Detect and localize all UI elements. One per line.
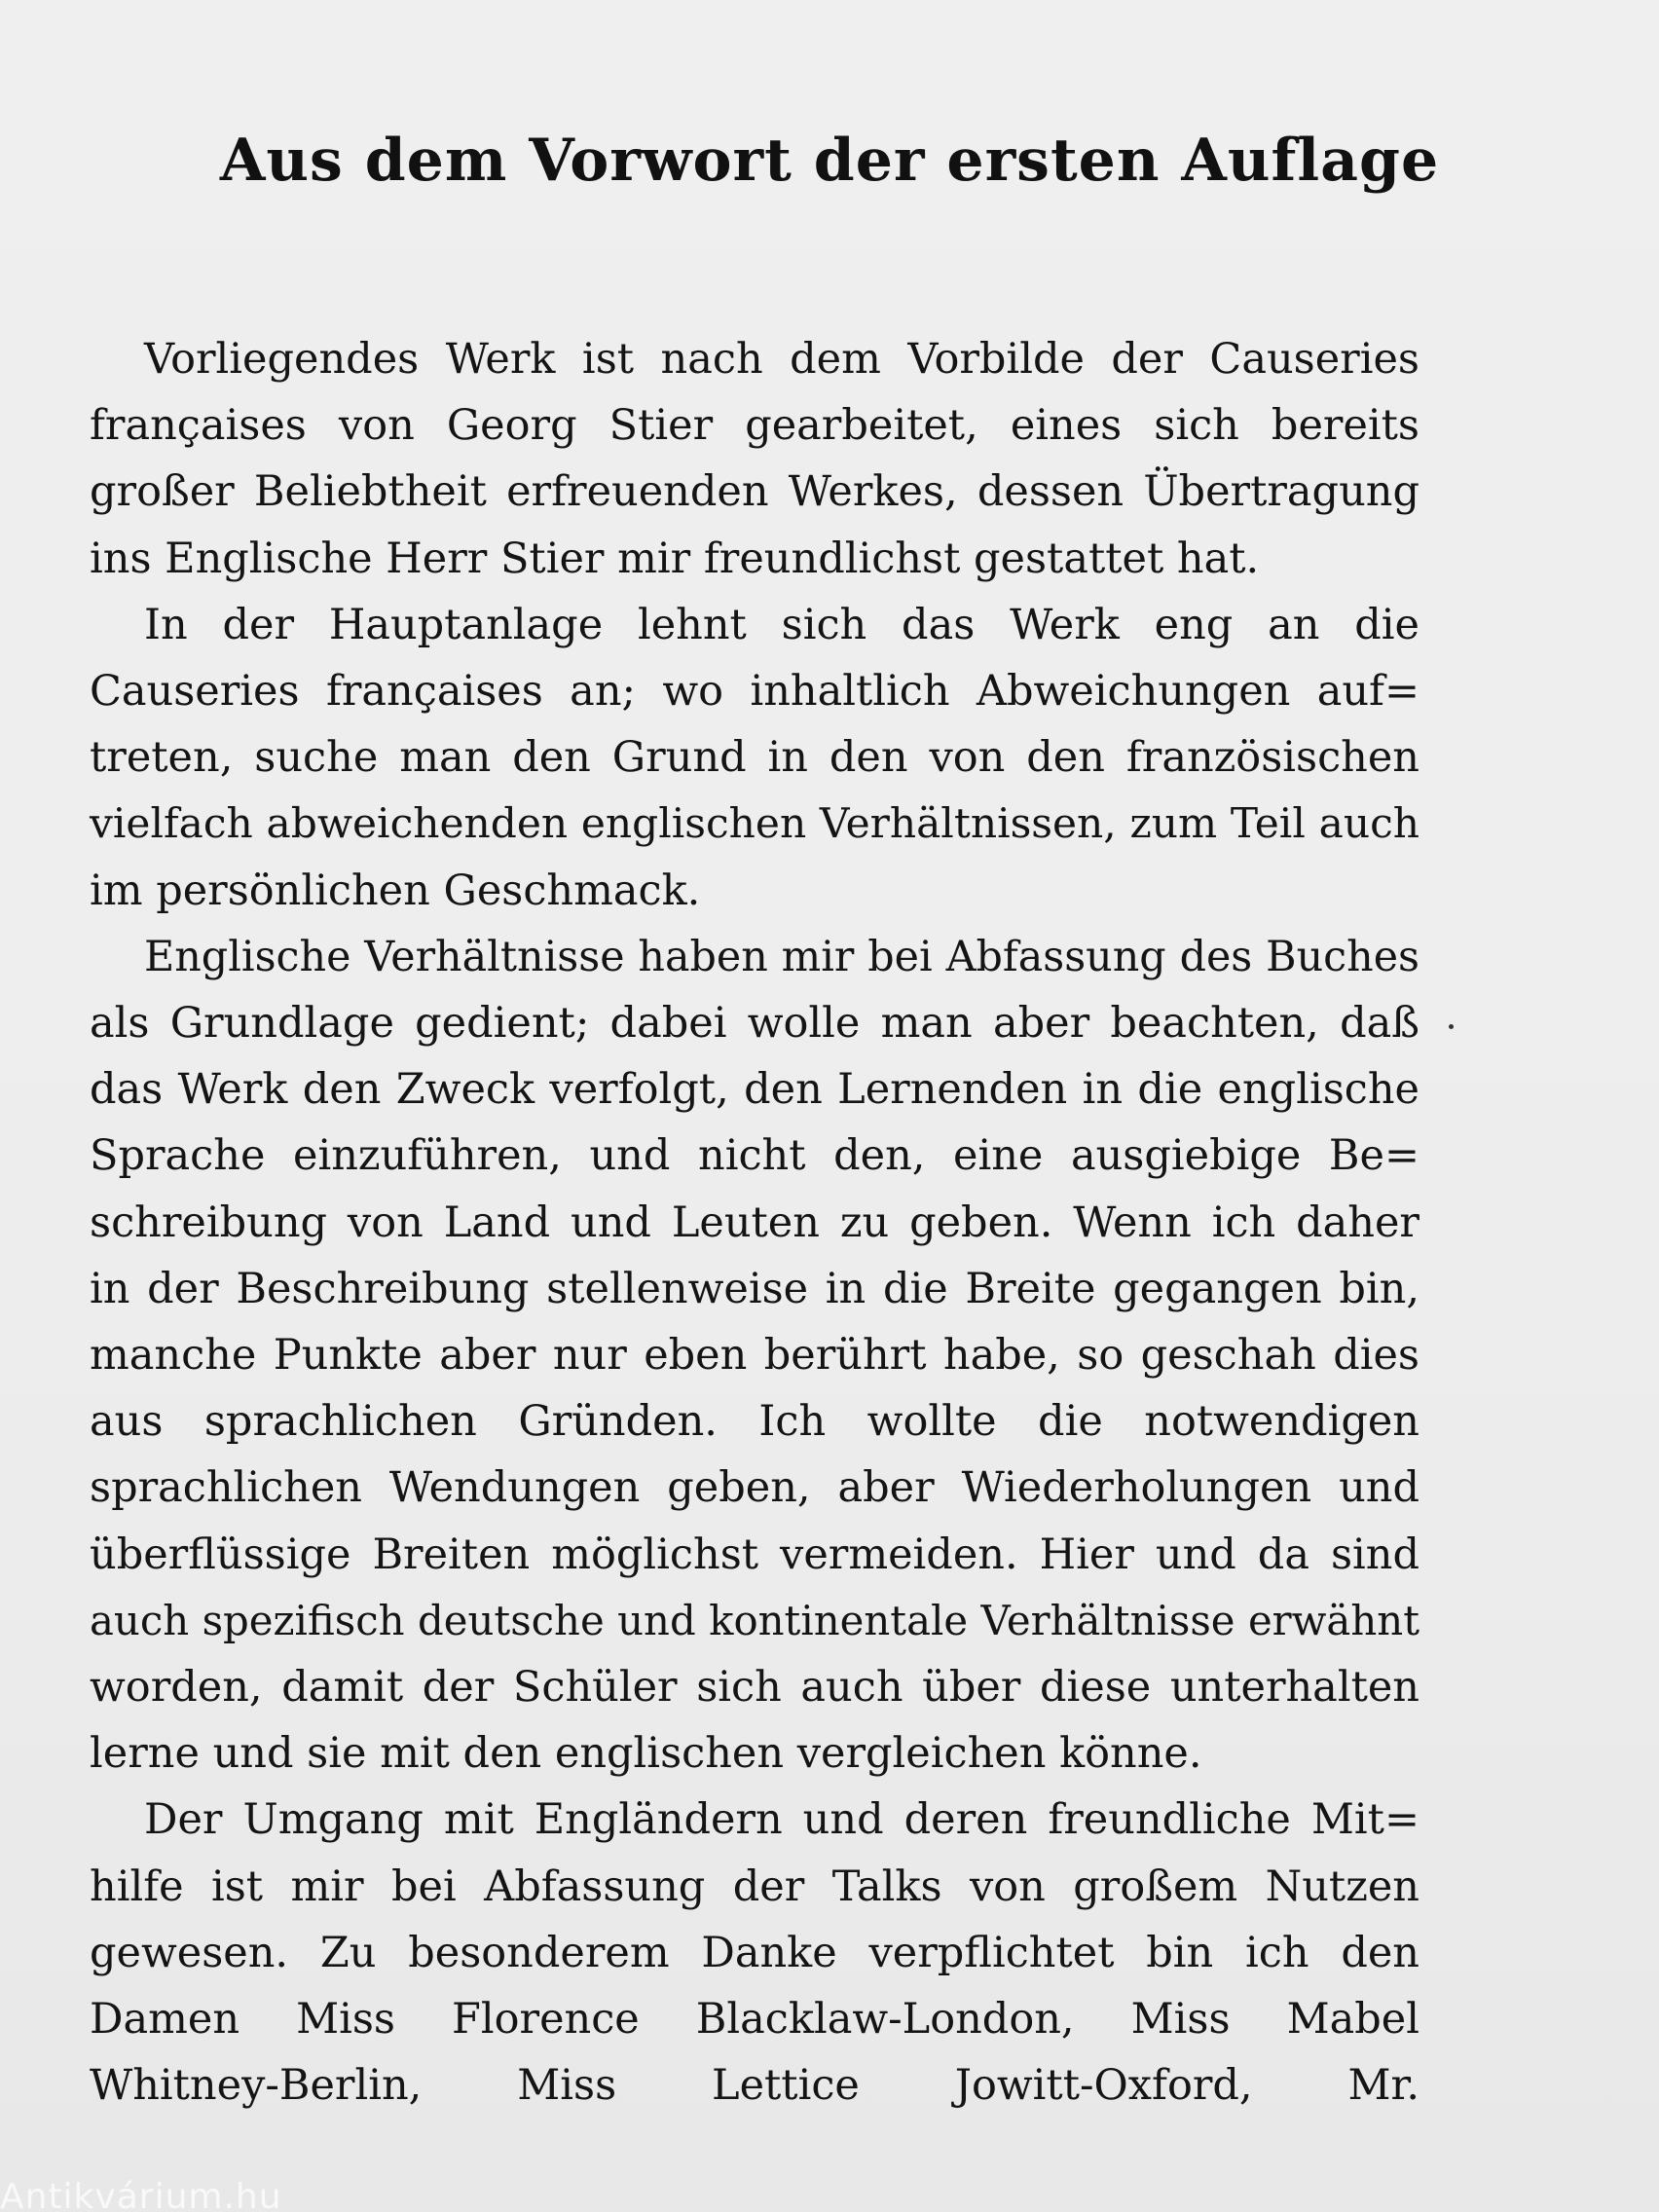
text-line: gewesen. Zu besonderem Danke verpflichtet bin ich den [90,1928,1419,1977]
text-line: treten, suche man den Grund in den von den französischen [90,733,1419,783]
text-line: im persönlichen Geschmack. [90,866,701,915]
text-line: vielfach abweichenden englischen Verhältnissen, zum Teil auch [90,799,1419,848]
text-line: Englische Verhältnisse haben mir bei Abfassung des Buches [144,932,1419,981]
text-line: das Werk den Zweck verfolgt, den Lernenden in die englische [90,1065,1419,1115]
text-line: Sprache einzuführen, und nicht den, eine ausgiebige Be= [90,1131,1419,1181]
watermark: Antikvárium.hu [0,2177,282,2212]
text-line: Damen Miss Florence Blacklaw-London, Miss Mabel [90,1995,1419,2045]
text-line: worden, damit der Schüler sich auch über diese unterhalten [90,1663,1419,1713]
text-line: ins Englische Herr Stier mir freundlichst gestattet hat. [90,534,1260,583]
text-line: françaises von Georg Stier gearbeitet, eines sich bereits [90,401,1419,451]
paragraph-1 [90,326,1419,592]
text-line: lerne und sie mit den englischen vergleichen könne. [90,1729,1202,1779]
bleed-through-shadow [350,0,365,66]
text-line: schreibung von Land und Leuten zu geben. Wenn ich daher [90,1198,1419,1247]
ink-speck [1449,1024,1454,1029]
text-line: aus sprachlichen Gründen. Ich wollte die notwendigen [90,1397,1419,1447]
text-line: In der Hauptanlage lehnt sich das Werk eng an die [144,600,1419,649]
text-line: als Grundlage gedient; dabei wolle man aber beachten, daß [90,999,1419,1049]
page-title: Aus dem Vorwort der ersten Auflage [219,127,1440,195]
text-line: großer Beliebtheit erfreuenden Werkes, dessen Übertragung [90,467,1419,517]
text-line: in der Beschreibung stellenweise in die Breite gegangen bin, [90,1264,1419,1313]
text-line: überflüssige Breiten möglichst vermeiden. Hier und da sind [90,1530,1419,1579]
text-line: Der Umgang mit Engländern und deren freundliche Mit= [144,1795,1419,1845]
text-line: hilfe ist mir bei Abfassung der Talks von großem Nutzen [90,1862,1419,1911]
text-line: auch spezifisch deutsche und kontinentale Verhältnisse erwähnt [90,1596,1419,1644]
text-line: sprachlichen Wendungen geben, aber Wiederholungen und [90,1463,1419,1513]
text-line: Causeries françaises an; wo inhaltlich Abweichungen auf= [90,667,1419,717]
paragraph-2 [90,592,1419,924]
text-line: Whitney-Berlin, Miss Lettice Jowitt-Oxford, Mr. [90,2061,1419,2111]
preface-body [90,326,1419,2119]
text-line: manche Punkte aber nur eben berührt habe, so geschah dies [90,1331,1419,1381]
text-line: Vorliegendes Werk ist nach dem Vorbilde der Causeries [144,335,1419,384]
paragraph-4 [90,1787,1419,2119]
paragraph-3 [90,924,1419,1788]
